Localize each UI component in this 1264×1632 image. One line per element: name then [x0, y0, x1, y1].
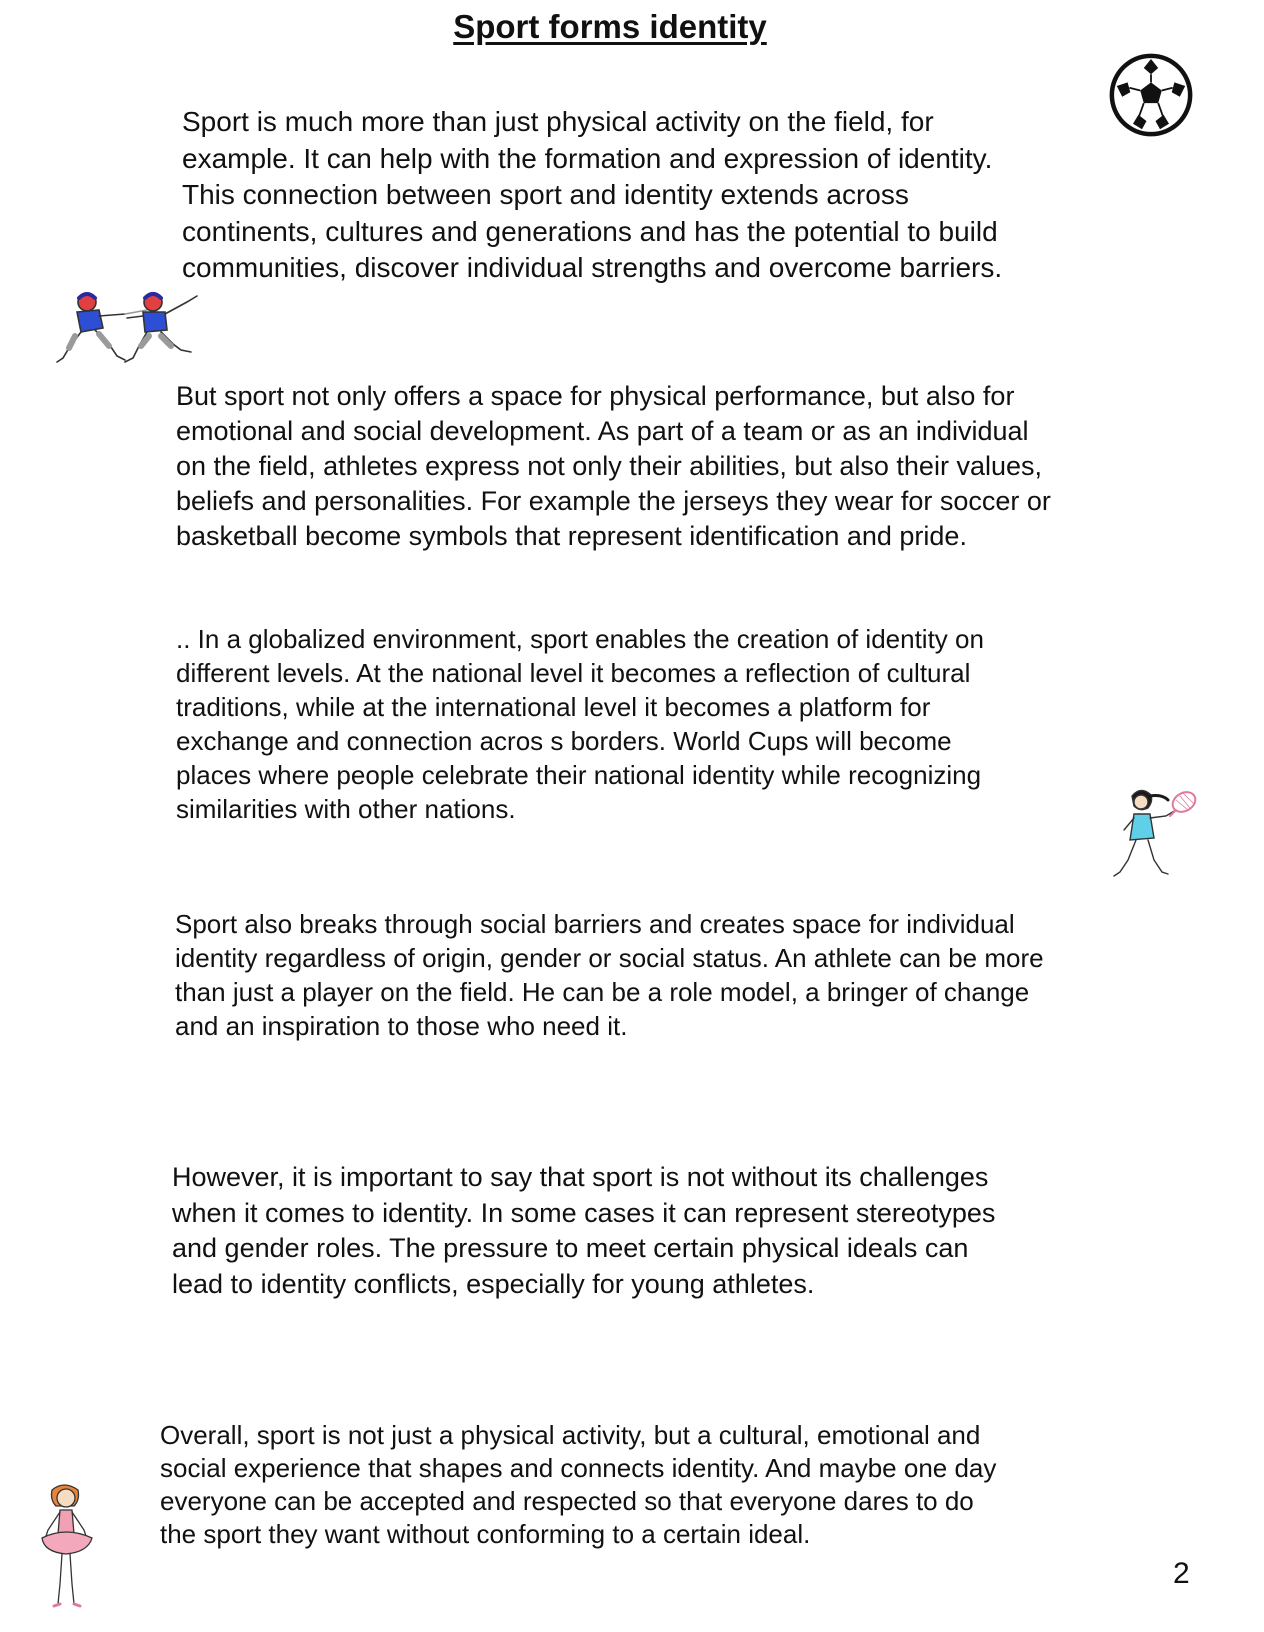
ballerina-illustration: [30, 1480, 104, 1612]
fencers-illustration: [55, 288, 205, 376]
paragraph-barriers: Sport also breaks through social barriers and creates space for individual identity regardless of origin, gender or social status. An athlete can be more than just a player on the field. He can be a role model, a bringer of change and an inspiration to those who need it.: [175, 909, 1044, 1041]
paragraph-intro: Sport is much more than just physical activity on the field, for example. It can help with the formation and expression of identity. This connection between sport and identity extends across continents, cultures and generations and has the potential to build communities, discover individual strengths and overcome barriers.: [182, 106, 1003, 283]
tennis-player-illustration: [1110, 786, 1202, 888]
page-number: 2: [1173, 1557, 1190, 1590]
paragraph-conclusion: Overall, sport is not just a physical activity, but a cultural, emotional and social experience that shapes and connects identity. And maybe one day everyone can be accepted and respected so that everyone dares to do the sport they want without conforming to a certain ideal.: [160, 1420, 997, 1549]
paragraph-globalized: .. In a globalized environment, sport enables the creation of identity on different levels. At the national level it becomes a reflection of cultural traditions, while at the international level it becomes a platform for exchange and connection acros s borders. World Cups will become places where people celebrate their national identity while recognizing similarities with other nations.: [176, 624, 984, 824]
soccer-ball-icon: [1106, 50, 1196, 140]
paragraph-challenges: However, it is important to say that sport is not without its challenges when it comes to identity. In some cases it can represent stereotypes and gender roles. The pressure to meet certain physical ideals can lead to identity conflicts, especially for young athletes.: [172, 1162, 996, 1299]
page-title: Sport forms identity: [453, 8, 767, 45]
paragraph-development: But sport not only offers a space for physical performance, but also for emotional and social development. As part of a team or as an individual on the field, athletes express not only their abilities, but also their values, beliefs and personalities. For example the jerseys they wear for soccer or basketball become symbols that represent identification and pride.: [176, 381, 1051, 551]
